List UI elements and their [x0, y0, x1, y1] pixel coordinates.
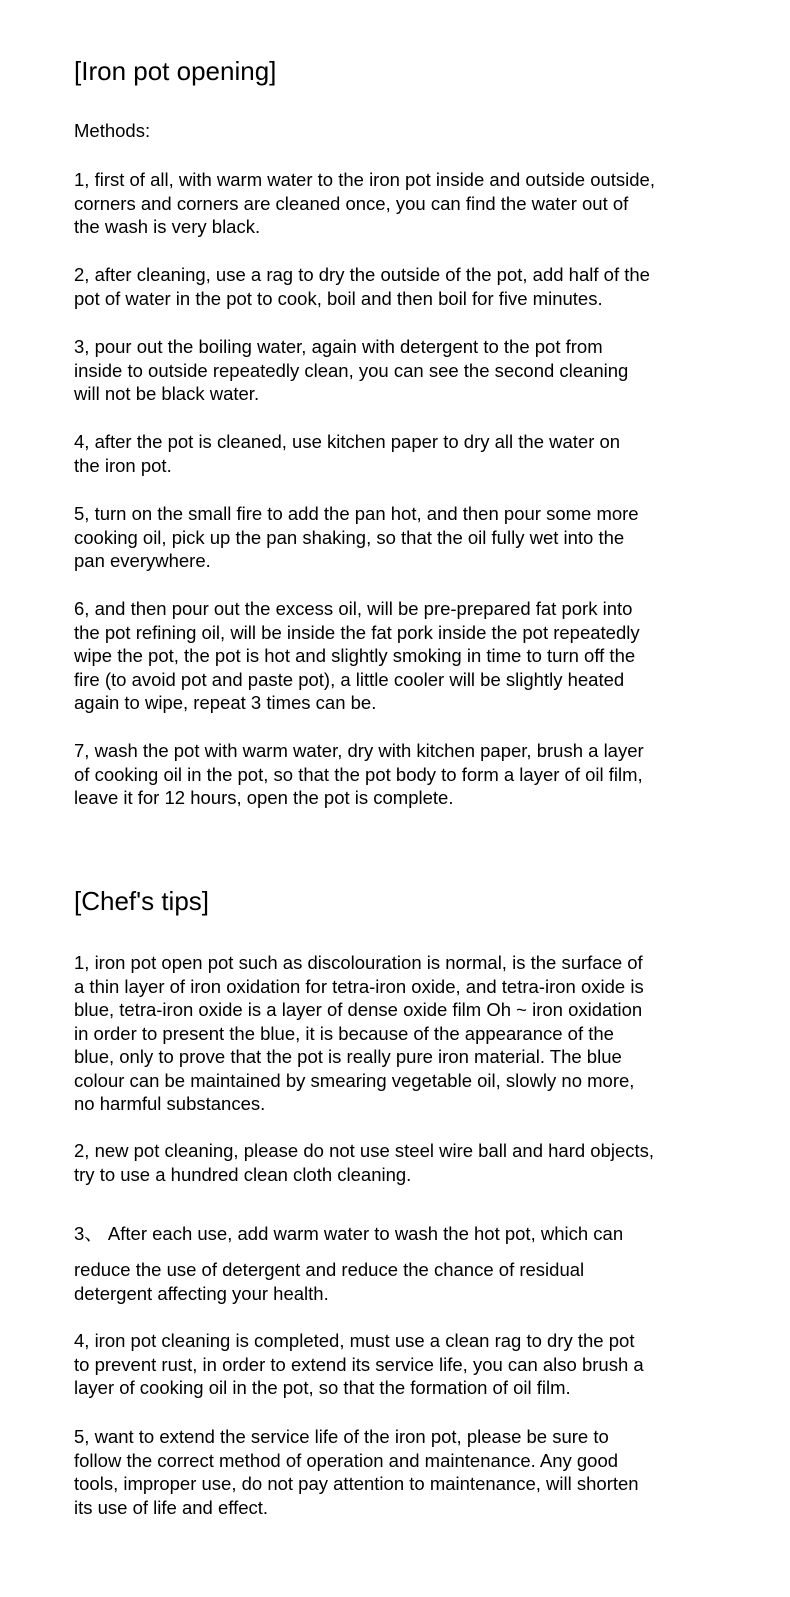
tip-5: 5, want to extend the service life of the iron pot, please be sure to follow the correct method of operation and maintenance. Any good tools, improper use, do not pay attention to maintenance, will shorten its use of life and effect. [74, 1426, 639, 1518]
tip-3-first-line: 3、 After each use, add warm water to wash the hot pot, which can [74, 1223, 624, 1244]
method-step-1: 1, first of all, with warm water to the iron pot inside and outside outside, corners and corners are cleaned once, you can find the water out of the wash is very black. [74, 169, 655, 237]
method-step-4: 4, after the pot is cleaned, use kitchen paper to dry all the water on the iron pot. [74, 431, 621, 476]
section-title-iron-pot-opening: [Iron pot opening] [74, 56, 277, 86]
methods-label: Methods: [74, 120, 151, 141]
method-step-3: 3, pour out the boiling water, again with detergent to the pot from inside to outside repeatedly clean, you can see the second cleaning will not be black water. [74, 336, 629, 404]
section-title-chefs-tips: [Chef's tips] [74, 886, 210, 916]
tip-3-continuation: reduce the use of detergent and reduce the chance of residual detergent affecting your health. [74, 1259, 585, 1304]
tip-1: 1, iron pot open pot such as discolouration is normal, is the surface of a thin layer of iron oxidation for tetra-iron oxide, and tetra-iron oxide is blue, tetra-iron oxide is a layer of dense oxide film Oh ~ iron oxidation in order to present the blue, it is because of the appearance of the blue, only to prove that the pot is really pure iron material. The blue colour can be maintained by smearing vegetable oil, slowly no more, no harmful substances. [74, 952, 644, 1114]
method-step-6: 6, and then pour out the excess oil, will be pre-prepared fat pork into the pot refining oil, will be inside the fat pork inside the pot repeatedly wipe the pot, the pot is hot and slightly smoking in time to turn off the fire (to avoid pot and paste pot), a little cooler will be slightly heated again to wipe, repeat 3 times can be. [74, 598, 640, 713]
tip-2: 2, new pot cleaning, please do not use steel wire ball and hard objects, try to use a hundred clean cloth cleaning. [74, 1140, 655, 1185]
tip-4: 4, iron pot cleaning is completed, must use a clean rag to dry the pot to prevent rust, in order to extend its service life, you can also brush a layer of cooking oil in the pot, so that the formation of oil film. [74, 1330, 644, 1398]
method-step-5: 5, turn on the small fire to add the pan hot, and then pour some more cooking oil, pick up the pan shaking, so that the oil fully wet into the pan everywhere. [74, 503, 639, 571]
method-step-7: 7, wash the pot with warm water, dry with kitchen paper, brush a layer of cooking oil in the pot, so that the pot body to form a layer of oil film, leave it for 12 hours, open the pot is complete. [74, 740, 644, 808]
method-step-2: 2, after cleaning, use a rag to dry the outside of the pot, add half of the pot of water in the pot to cook, boil and then boil for five minutes. [74, 264, 650, 309]
